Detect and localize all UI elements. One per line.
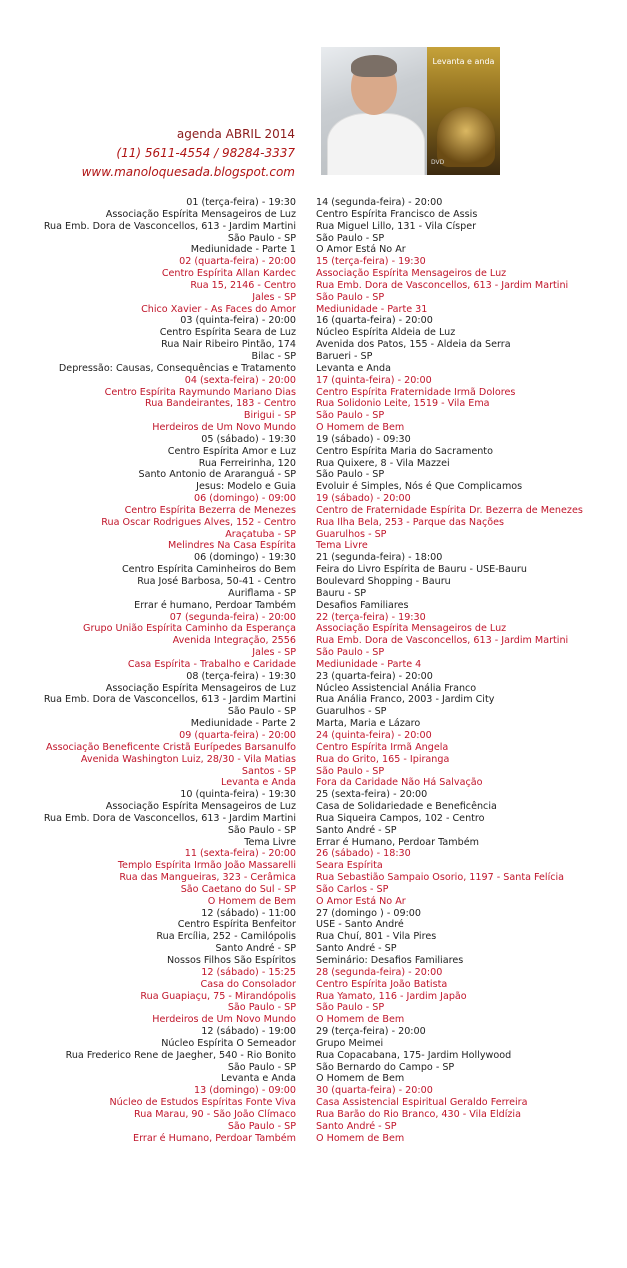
schedule-line: Evoluir é Simples, Nós é Que Complicamos <box>316 481 523 493</box>
schedule-line: Grupo União Espírita Caminho da Esperança <box>83 623 296 635</box>
schedule-line: 12 (sábado) - 11:00 <box>201 907 296 919</box>
schedule-line: 19 (sábado) - 20:00 <box>316 493 411 505</box>
schedule-line: Santos - SP <box>241 765 296 777</box>
schedule-line: Levanta e Anda <box>221 1073 296 1085</box>
schedule-line: Centro Espírita Allan Kardec <box>161 268 296 280</box>
schedule-line: 25 (sexta-feira) - 20:00 <box>316 789 428 801</box>
schedule-line: Jales - SP <box>252 647 296 659</box>
schedule-line: Núcleo Espírita O Semeador <box>161 1037 296 1049</box>
schedule-line: Araçatuba - SP <box>225 528 296 540</box>
schedule-line: 24 (quinta-feira) - 20:00 <box>316 729 432 741</box>
schedule-line: Avenida dos Patos, 155 - Aldeia da Serra <box>316 339 511 351</box>
schedule-line: Centro de Fraternidade Espírita Dr. Bezerra de Menezes <box>316 504 583 516</box>
schedule-line: Rua Chuí, 801 - Vila Pires <box>316 931 437 943</box>
schedule-line: 07 (segunda-feira) - 20:00 <box>169 611 296 623</box>
schedule-line: Fora da Caridade Não Há Salvação <box>316 777 483 789</box>
schedule-line: Grupo Meimei <box>316 1037 384 1049</box>
schedule-line: 23 (quarta-feira) - 20:00 <box>316 670 433 682</box>
schedule-line: Herdeiros de Um Novo Mundo <box>152 422 296 434</box>
schedule-line: Centro Espírita João Batista <box>316 978 448 990</box>
schedule-line: Guarulhos - SP <box>316 706 387 718</box>
schedule-line: Rua Bandeirantes, 183 - Centro <box>144 398 296 410</box>
schedule-line: Mediunidade - Parte 1 <box>190 244 296 256</box>
schedule-line: Rua Quixere, 8 - Vila Mazzei <box>316 457 450 469</box>
schedule-line: São Paulo - SP <box>316 469 385 481</box>
agenda-title: agenda ABRIL 2014 <box>176 127 295 141</box>
schedule-line: O Homem de Bem <box>316 1073 405 1085</box>
schedule-line: Centro Espírita Seara de Luz <box>159 327 296 339</box>
schedule-line: Rua Emb. Dora de Vasconcellos, 613 - Jardim Martini <box>43 694 296 706</box>
schedule-line: Santo André - SP <box>215 943 296 955</box>
schedule-line: Seminário: Desafios Familiares <box>316 955 464 966</box>
schedule-line: Rua José Barbosa, 50-41 - Centro <box>137 576 296 587</box>
schedule-line: Feira do Livro Espírita de Bauru - USE-Bauru <box>316 564 527 576</box>
schedule-line: 06 (domingo) - 19:30 <box>194 552 296 564</box>
schedule-line: Santo André - SP <box>316 824 397 836</box>
schedule-line: Guarulhos - SP <box>316 528 387 540</box>
schedule-line: Mediunidade - Parte 4 <box>316 658 422 670</box>
schedule-line: Rua do Grito, 165 - Ipiranga <box>316 753 450 765</box>
schedule-line: Rua Barão do Rio Branco, 430 - Vila Eldízia <box>316 1108 521 1120</box>
schedule-line: Núcleo Espírita Aldeia de Luz <box>316 327 456 339</box>
schedule-line: Casa Assistencial Espiritual Geraldo Ferreira <box>316 1097 528 1109</box>
schedule-line: São Paulo - SP <box>316 647 385 659</box>
schedule-line: Rua Emb. Dora de Vasconcellos, 613 - Jardim Martini <box>316 635 569 647</box>
schedule-line: São Paulo - SP <box>316 232 385 244</box>
schedule-line: Errar é Humano, Perdoar Também <box>133 1132 296 1144</box>
schedule-line: Boulevard Shopping - Bauru <box>316 576 451 587</box>
schedule-line: Rua Copacabana, 175- Jardim Hollywood <box>316 1049 512 1061</box>
schedule-line: Mediunidade - Parte 31 <box>316 303 428 315</box>
schedule-line: 22 (terça-feira) - 19:30 <box>316 611 426 623</box>
speaker-photo <box>321 47 427 175</box>
schedule-line: Depressão: Causas, Consequências e Tratamento <box>58 362 296 374</box>
schedule-line: Errar é humano, Perdoar Também <box>134 599 296 611</box>
schedule-line: Bauru - SP <box>316 587 367 599</box>
schedule-line: Jesus: Modelo e Guia <box>196 481 296 493</box>
schedule-line: O Amor Está No Ar <box>316 244 406 256</box>
schedule-line: Nossos Filhos São Espíritos <box>166 955 296 966</box>
schedule-line: Marta, Maria e Lázaro <box>316 718 421 730</box>
schedule-line: Associação Espírita Mensageiros de Luz <box>105 208 296 220</box>
schedule-line: USE - Santo André <box>316 919 404 931</box>
schedule-line: São Paulo - SP <box>316 765 385 777</box>
schedule-line: Centro Espírita Caminheiros do Bem <box>121 564 296 576</box>
schedule-line: Centro Espírita Maria do Sacramento <box>316 445 493 457</box>
schedule-line: 15 (terça-feira) - 19:30 <box>316 256 426 268</box>
schedule-line: Rua 15, 2146 - Centro <box>190 279 296 291</box>
schedule-line: 12 (sábado) - 19:00 <box>201 1026 296 1038</box>
schedule-line: Centro Espírita Bezerra de Menezes <box>124 504 296 516</box>
schedule-line: Rua Marau, 90 - São João Clímaco <box>134 1108 296 1120</box>
schedule-line: Casa do Consolador <box>200 978 296 990</box>
schedule-line: Chico Xavier - As Faces do Amor <box>141 303 296 315</box>
schedule-line: 04 (sexta-feira) - 20:00 <box>184 374 296 386</box>
schedule-line: 06 (domingo) - 09:00 <box>194 493 296 505</box>
phone-numbers: (11) 5611-4554 / 98284-3337 <box>116 146 295 160</box>
schedule-line: 27 (domingo ) - 09:00 <box>316 907 422 919</box>
schedule-line: Melindres Na Casa Espírita <box>167 540 296 552</box>
schedule-line: São Paulo - SP <box>227 706 296 718</box>
schedule-line: São Paulo - SP <box>227 1120 296 1132</box>
schedule-line: Associação Espírita Mensageiros de Luz <box>316 623 507 635</box>
schedule-line: Centro Espírita Amor e Luz <box>167 445 296 457</box>
schedule-line: 01 (terça-feira) - 19:30 <box>186 197 296 208</box>
schedule-line: 11 (sexta-feira) - 20:00 <box>184 848 296 860</box>
schedule-line: 29 (terça-feira) - 20:00 <box>316 1026 426 1038</box>
schedule-line: Centro Espírita Fraternidade Irmã Dolores <box>316 386 516 398</box>
schedule-line: Rua Nair Ribeiro Pintão, 174 <box>161 339 296 351</box>
schedule-line: Associação Espírita Mensageiros de Luz <box>105 682 296 694</box>
schedule-line: Centro Espírita Irmã Angela <box>316 741 449 753</box>
schedule-line: Rua Ferreirinha, 120 <box>198 457 296 469</box>
schedule-line: Centro Espírita Benfeitor <box>177 919 296 931</box>
schedule-line: São Paulo - SP <box>316 291 385 303</box>
schedule-line: Birigui - SP <box>243 410 296 422</box>
schedule-line: Tema Livre <box>316 540 368 552</box>
schedule-line: Levanta e Anda <box>221 777 296 789</box>
speaker-shirt <box>327 113 425 175</box>
schedule-line: São Caetano do Sul - SP <box>180 883 296 895</box>
schedule-line: Associação Espírita Mensageiros de Luz <box>316 268 507 280</box>
schedule-line: Rua Solidonio Leite, 1519 - Vila Ema <box>316 398 490 410</box>
schedule-line: 14 (segunda-feira) - 20:00 <box>316 197 443 208</box>
schedule-line: Centro Espírita Francisco de Assis <box>316 208 478 220</box>
schedule-line: Associação Espírita Mensageiros de Luz <box>105 801 296 813</box>
schedule-line: São Paulo - SP <box>316 410 385 422</box>
schedule-line: Rua das Mangueiras, 323 - Cerâmica <box>119 872 296 884</box>
blog-link[interactable]: www.manoloquesada.blogspot.com <box>81 165 295 179</box>
schedule-line: 19 (sábado) - 09:30 <box>316 433 411 445</box>
schedule-line: O Amor Está No Ar <box>316 895 406 907</box>
dvd-badge: DVD <box>431 159 445 166</box>
schedule-line: Levanta e Anda <box>316 362 391 374</box>
book-cover <box>427 47 500 175</box>
schedule-line: Rua Emb. Dora de Vasconcellos, 613 - Jardim Martini <box>43 812 296 824</box>
schedule-line: São Paulo - SP <box>227 232 296 244</box>
schedule-line: Mediunidade - Parte 2 <box>190 718 296 730</box>
schedule-line: Santo Antonio de Araranguá - SP <box>138 469 296 481</box>
schedule-line: São Paulo - SP <box>316 1002 385 1014</box>
schedule-line: Bilac - SP <box>251 350 296 362</box>
schedule-line: 28 (segunda-feira) - 20:00 <box>316 966 443 978</box>
schedule-line: Núcleo Assistencial Anália Franco <box>316 682 477 694</box>
schedule-line: 16 (quarta-feira) - 20:00 <box>316 315 433 327</box>
schedule-line: O Homem de Bem <box>316 1132 405 1144</box>
schedule-line: Avenida Washington Luiz, 28/30 - Vila Matias <box>80 753 296 765</box>
schedule-line: Templo Espírita Irmão João Massarelli <box>117 860 296 872</box>
schedule-line: Herdeiros de Um Novo Mundo <box>152 1014 296 1026</box>
schedule-line: 13 (domingo) - 09:00 <box>194 1085 296 1097</box>
schedule-line: Rua Ilha Bela, 253 - Parque das Nações <box>316 516 504 528</box>
schedule-line: 08 (terça-feira) - 19:30 <box>186 670 296 682</box>
right-schedule-column <box>316 197 583 1145</box>
book-cover-figure <box>437 107 495 167</box>
schedule-line: Associação Beneficente Cristã Eurípedes Barsanulfo <box>46 741 296 753</box>
schedule-line: Rua Frederico Rene de Jaegher, 540 - Rio Bonito <box>65 1049 296 1061</box>
schedule-line: Rua Emb. Dora de Vasconcellos, 613 - Jardim Martini <box>43 220 296 232</box>
schedule-line: Casa Espírita - Trabalho e Caridade <box>127 658 296 670</box>
left-schedule-column <box>44 197 296 1145</box>
schedule-line: 10 (quinta-feira) - 19:30 <box>180 789 296 801</box>
schedule-line: Casa de Solidariedade e Beneficência <box>316 801 497 813</box>
schedule-line: Auriflama - SP <box>228 587 296 599</box>
schedule-line: Seara Espírita <box>316 860 383 872</box>
schedule-line: São Carlos - SP <box>316 883 389 895</box>
schedule-line: São Paulo - SP <box>227 1061 296 1073</box>
schedule-line: Rua Sebastião Sampaio Osorio, 1197 - Santa Felícia <box>316 872 565 884</box>
schedule-line: 26 (sábado) - 18:30 <box>316 848 411 860</box>
schedule-line: O Homem de Bem <box>316 422 405 434</box>
schedule-line: Centro Espírita Raymundo Mariano Dias <box>104 386 296 398</box>
schedule-line: Desafios Familiares <box>316 599 409 611</box>
schedule-line: Rua Guapiaçu, 75 - Mirandópolis <box>140 990 296 1002</box>
schedule-line: 30 (quarta-feira) - 20:00 <box>316 1085 433 1097</box>
schedule-line: Barueri - SP <box>316 350 373 362</box>
schedule-line: 12 (sábado) - 15:25 <box>201 966 296 978</box>
speaker-hair <box>351 55 397 77</box>
schedule-line: Jales - SP <box>252 291 296 303</box>
schedule-line: Rua Emb. Dora de Vasconcellos, 613 - Jardim Martini <box>316 279 569 291</box>
schedule-line: 17 (quinta-feira) - 20:00 <box>316 374 432 386</box>
schedule-line: 02 (quarta-feira) - 20:00 <box>179 256 296 268</box>
schedule-line: Santo André - SP <box>316 943 397 955</box>
schedule-line: Rua Anália Franco, 2003 - Jardim City <box>316 694 495 706</box>
schedule-line: Santo André - SP <box>316 1120 397 1132</box>
schedule-line: Tema Livre <box>244 836 296 848</box>
book-title: Levanta e anda <box>432 57 495 66</box>
schedule-line: Errar é Humano, Perdoar Também <box>316 836 479 848</box>
schedule-line: Rua Oscar Rodrigues Alves, 152 - Centro <box>101 516 296 528</box>
schedule-line: Rua Siqueira Campos, 102 - Centro <box>316 812 485 824</box>
schedule-line: Avenida Integração, 2556 <box>172 635 296 647</box>
schedule-line: São Paulo - SP <box>227 1002 296 1014</box>
schedule-line: 09 (quarta-feira) - 20:00 <box>179 729 296 741</box>
schedule-line: São Bernardo do Campo - SP <box>316 1061 455 1073</box>
schedule-line: São Paulo - SP <box>227 824 296 836</box>
schedule-line: 21 (segunda-feira) - 18:00 <box>316 552 443 564</box>
schedule-line: 05 (sábado) - 19:30 <box>201 433 296 445</box>
schedule-line: Rua Ercília, 252 - Camilópolis <box>156 931 296 943</box>
schedule-line: O Homem de Bem <box>316 1014 405 1026</box>
schedule-line: Rua Yamato, 116 - Jardim Japão <box>316 990 467 1002</box>
schedule-line: 03 (quinta-feira) - 20:00 <box>180 315 296 327</box>
schedule-line: O Homem de Bem <box>207 895 296 907</box>
schedule-line: Núcleo de Estudos Espíritas Fonte Viva <box>109 1097 296 1109</box>
schedule-line: Rua Miguel Lillo, 131 - Vila Císper <box>316 220 477 232</box>
